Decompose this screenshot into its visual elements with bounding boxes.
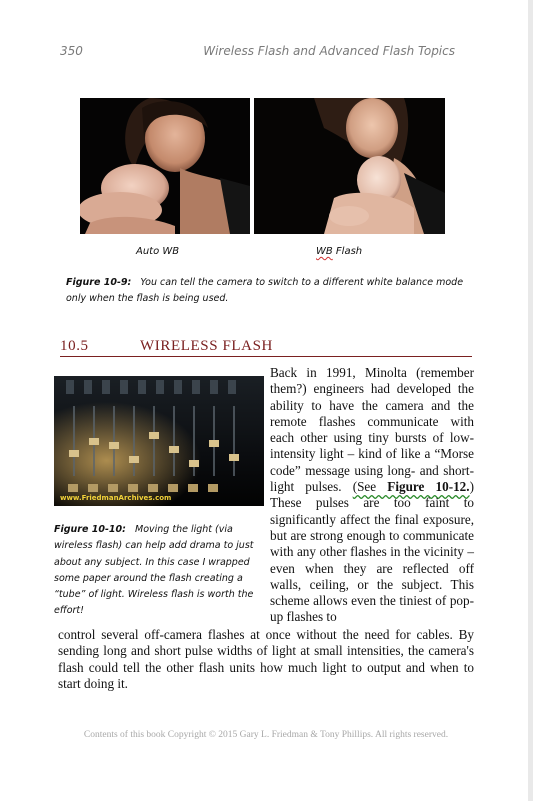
figure-10-10-text: Moving the light (via wireless flash) can help add drama to just about any subject. In this case I wrapped some paper around the flash creating a “tube” of light. Wireless flash is worth the effort!	[54, 524, 254, 617]
see-close: )	[469, 479, 474, 495]
figure-10-9-caption	[66, 275, 468, 307]
figure-caption-auto-wb: Auto WB	[136, 246, 180, 257]
see-open: (See	[352, 479, 388, 495]
section-underline	[60, 356, 472, 357]
section-heading	[60, 336, 476, 358]
page-edge-shadow	[528, 0, 533, 801]
body-paragraph-continued: control several off-camera flashes at once without the need for cables. By sending long and short pulse widths of light at small intensities, the camera's flash could tell the other flash units how much light to output and when to start doing it.	[58, 627, 474, 691]
page-number: 350	[60, 44, 83, 58]
body-text-part1: Back in 1991, Minolta (remember them?) engineers had developed the ability to have the camera and the remote flashes communicate with each other using tiny bursts of low-intensity light – kind of like a “Morse code” message using long- and short-light pulses.	[270, 365, 474, 495]
section-number: 10.5	[60, 338, 89, 354]
figure-12-reference: Figure 10-12.	[387, 479, 470, 495]
section-title: WIRELESS FLASH	[140, 338, 273, 354]
figure-10-9-label: Figure 10-9:	[66, 277, 132, 288]
body-text-part2: These pulses are too faint to significantly affect the final exposure, but are strong enough to communicate with any other flashes in the vicinity – even when they are reflected off walls, ceiling, or the subject. This scheme allows even the tiniest of pop-up flashes to	[270, 495, 474, 625]
see-reference[interactable]	[353, 479, 470, 494]
photo-watermark: www.FriedmanArchives.com	[60, 494, 172, 502]
photo-mixing-console	[54, 376, 264, 506]
photo-wb-flash	[254, 98, 445, 234]
running-title: Wireless Flash and Advanced Flash Topics	[203, 44, 455, 58]
figure-10-10-caption	[54, 522, 262, 620]
figure-10-9-text: You can tell the camera to switch to a different white balance mode only when the flash is being used.	[66, 277, 464, 304]
running-header	[60, 44, 455, 62]
photo-auto-wb	[80, 98, 250, 234]
figure-10-10-label: Figure 10-10:	[54, 524, 126, 535]
caption-flash-word: Flash	[332, 246, 363, 257]
copyright-footer: Contents of this book Copyright © 2015 Gary L. Friedman & Tony Phillips. All rights reserved.	[83, 730, 449, 740]
body-paragraph-wrapped	[270, 365, 474, 626]
caption-wb-word: WB	[316, 246, 333, 257]
figure-caption-wb-flash	[316, 246, 362, 257]
